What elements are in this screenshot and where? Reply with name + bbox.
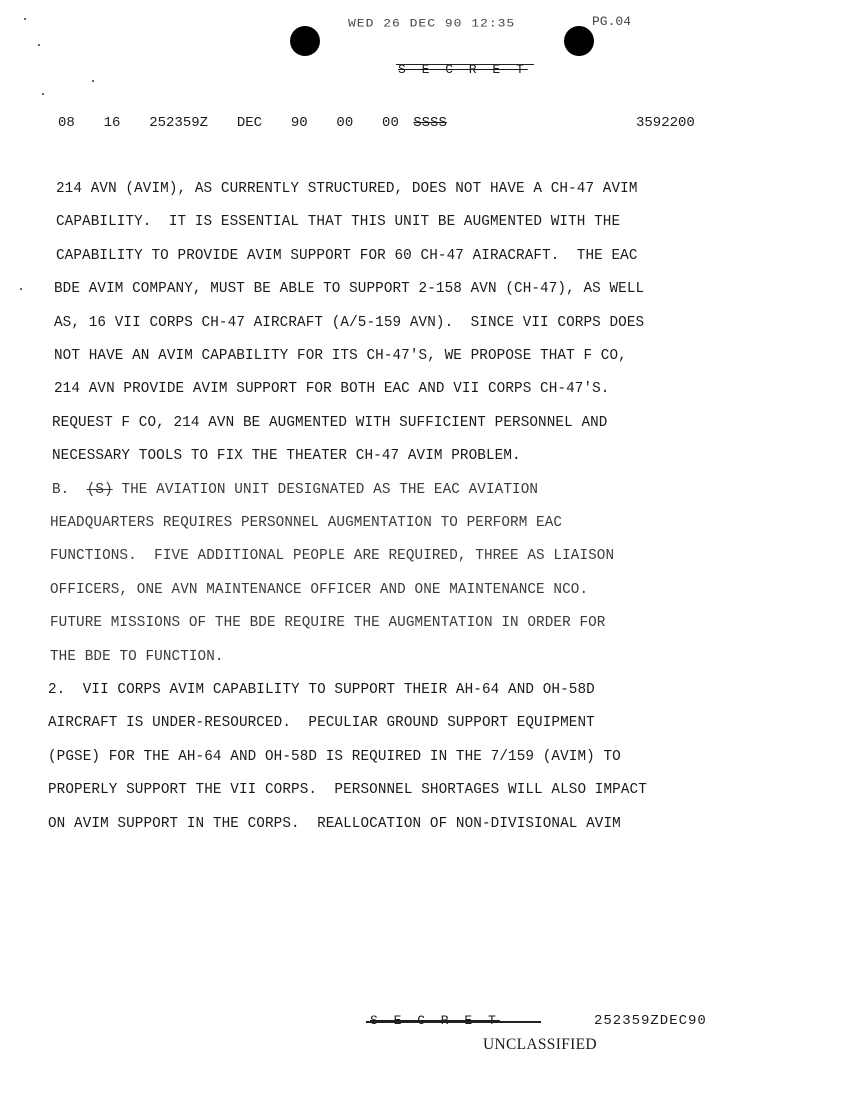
dtg-line-struck: SSSS [413,115,447,131]
message-number: 3592200 [636,115,695,131]
body-line [50,515,562,531]
body-line-text: 214 AVN (AVIM), AS CURRENTLY STRUCTURED, DOES NOT HAVE A CH-47 AVIM [56,181,638,197]
body-line-text: HEADQUARTERS REQUIRES PERSONNEL AUGMENTATION TO PERFORM EAC [50,515,563,531]
body-line-text: THE AVIATION UNIT DESIGNATED AS THE EAC AVIATION [112,481,539,498]
body-line [54,381,610,397]
body-line-text: CAPABILITY. IT IS ESSENTIAL THAT THIS UNIT BE AUGMENTED WITH THE [56,214,621,231]
body-line [48,682,595,698]
scan-speck [24,18,26,20]
body-line [56,181,638,197]
scan-speck [92,80,94,82]
fax-header: WED 26 DEC 90 12:35 [348,17,516,30]
body-line [48,715,595,731]
body-line [50,548,614,564]
body-line-text: CAPABILITY TO PROVIDE AVIM SUPPORT FOR 60 CH-47 AIRACRAFT. THE EAC [56,247,638,264]
body-line-text: AS, 16 VII CORPS CH-47 AIRCRAFT (A/5-159 AVN). SINCE VII CORPS DOES [54,314,645,331]
body-line [54,281,644,297]
body-line-struck: (S) [86,481,113,498]
body-line [50,582,588,598]
dtg-line [58,115,447,131]
body-line [48,782,647,798]
body-line [52,415,608,431]
classification-top: S E C R E T [398,62,528,77]
punch-hole-right [564,26,594,56]
scan-speck [20,288,22,290]
body-line [50,649,224,665]
body-line [52,448,521,464]
body-line [56,248,638,264]
body-line-text: (PGSE) FOR THE AH-64 AND OH-58D IS REQUIRED IN THE 7/159 (AVIM) TO [48,748,621,765]
classification-bottom: S E C R E T [370,1013,500,1028]
unclassified-marking: UNCLASSIFIED [483,1036,597,1053]
body-line [48,749,621,765]
footer-dtg: 252359ZDEC90 [594,1013,707,1029]
body-line-text: NECESSARY TOOLS TO FIX THE THEATER CH-47 AVIM PROBLEM. [52,448,521,465]
body-line-text: PROPERLY SUPPORT THE VII CORPS. PERSONNEL SHORTAGES WILL ALSO IMPACT [48,782,647,799]
body-line [54,315,644,331]
body-line-lead: B. [52,481,87,498]
body-line-text: AIRCRAFT IS UNDER-RESOURCED. PECULIAR GROUND SUPPORT EQUIPMENT [48,715,595,732]
dtg-line-prefix: 08 16 252359Z DEC 90 00 00 [58,115,399,131]
body-line-text: BDE AVIM COMPANY, MUST BE ABLE TO SUPPORT 2-158 AVN (CH-47), AS WELL [54,281,645,298]
scan-speck [38,44,40,46]
body-line [54,348,627,364]
body-line-text: OFFICERS, ONE AVN MAINTENANCE OFFICER AND ONE MAINTENANCE NCO. [50,581,589,598]
body-line-text: REQUEST F CO, 214 AVN BE AUGMENTED WITH SUFFICIENT PERSONNEL AND [52,414,608,431]
body-line [52,482,538,498]
punch-hole-left [290,26,320,56]
body-line-text: THE BDE TO FUNCTION. [50,648,224,665]
body-line-text: ON AVIM SUPPORT IN THE CORPS. REALLOCATION OF NON-DIVISIONAL AVIM [48,815,621,832]
body-line [50,615,606,631]
body-line-text: 2. VII CORPS AVIM CAPABILITY TO SUPPORT THEIR AH-64 AND OH-58D [48,682,595,698]
body-line-text: FUTURE MISSIONS OF THE BDE REQUIRE THE AUGMENTATION IN ORDER FOR [50,615,606,632]
body-line [48,816,621,832]
scan-speck [42,93,44,95]
body-line-text: 214 AVN PROVIDE AVIM SUPPORT FOR BOTH EAC AND VII CORPS CH-47'S. [54,381,610,398]
fax-page-number: PG.04 [592,14,632,29]
body-line-text: NOT HAVE AN AVIM CAPABILITY FOR ITS CH-47'S, WE PROPOSE THAT F CO, [54,348,627,364]
body-line-text: FUNCTIONS. FIVE ADDITIONAL PEOPLE ARE REQUIRED, THREE AS LIAISON [50,548,615,565]
body-line [56,214,620,230]
